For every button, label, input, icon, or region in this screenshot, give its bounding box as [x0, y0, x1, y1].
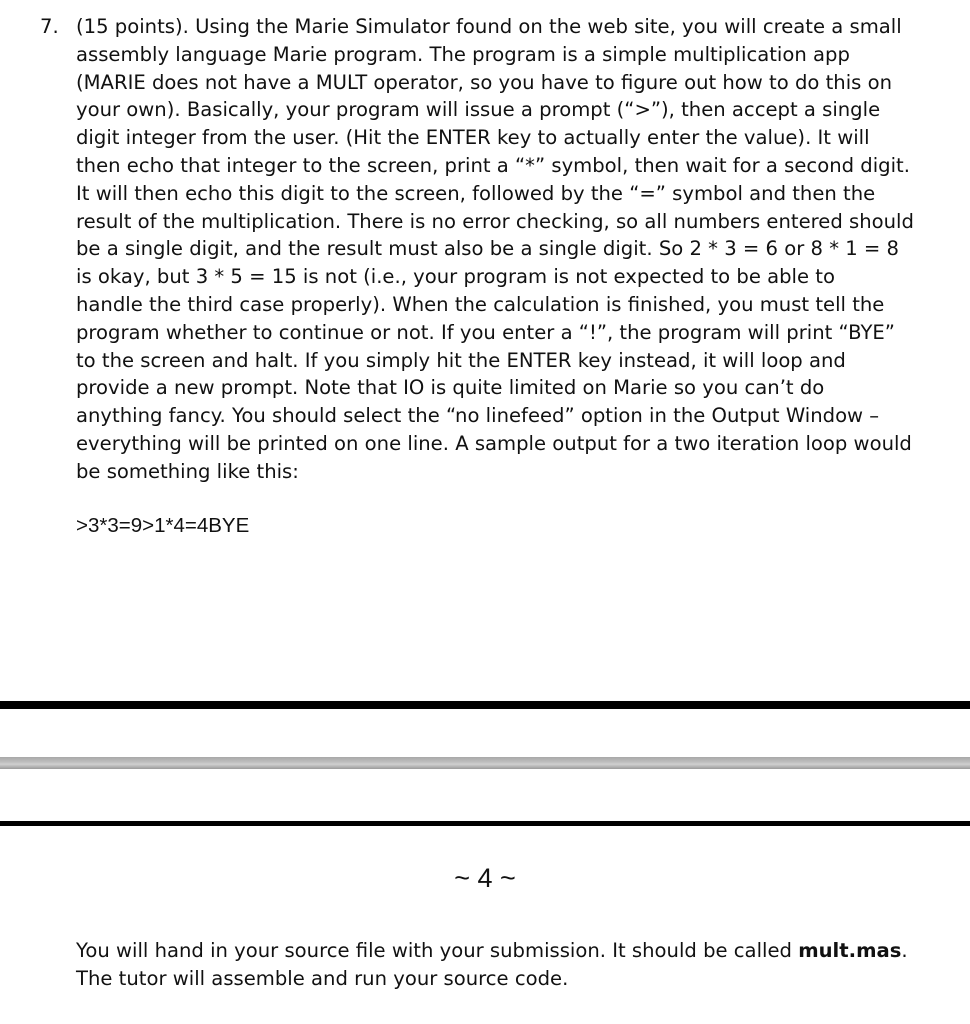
- submission-line-1: [76, 937, 956, 965]
- question-number: 7.: [40, 15, 59, 38]
- question-line: (15 points). Using the Marie Simulator found on the web site, you will create a small: [76, 15, 902, 38]
- submission-period: .: [901, 939, 908, 962]
- question-line: program whether to continue or not. If you enter a “!”, the program will print “BYE”: [76, 320, 895, 344]
- divider-thick: [0, 701, 970, 709]
- question-line: anything fancy. You should select the “no linefeed” option in the Output Window –: [76, 404, 880, 428]
- question-line: then echo that integer to the screen, print a “*” symbol, then wait for a second digit.: [76, 153, 910, 177]
- question-line: (MARIE does not have a MULT operator, so you have to figure out how to do this on: [76, 70, 892, 94]
- question-line: provide a new prompt. Note that IO is quite limited on Marie so you can’t do: [76, 376, 825, 400]
- sample-output: >3*3=9>1*4=4BYE: [76, 514, 250, 537]
- question-line: result of the multiplication. There is no error checking, so all numbers entered should: [76, 209, 914, 233]
- question-line: digit integer from the user. (Hit the ENTER key to actually enter the value). It will: [76, 126, 870, 150]
- question-line: be something like this:: [76, 459, 299, 483]
- question-text: [76, 13, 970, 486]
- question-line: handle the third case properly). When the calculation is finished, you must tell the: [76, 292, 885, 316]
- question-line: It will then echo this digit to the screen, followed by the “=” symbol and then the: [76, 181, 876, 205]
- question-line: is okay, but 3 * 5 = 15 is not (i.e., your program is not expected to be able to: [76, 265, 835, 289]
- question-line: assembly language Marie program. The program is a simple multiplication app: [76, 42, 850, 66]
- question-line: be a single digit, and the result must also be a single digit. So 2 * 3 = 6 or 8 * 1 = 8: [76, 237, 900, 261]
- page-number: ~ 4 ~: [454, 863, 516, 893]
- submission-note: [76, 937, 956, 993]
- question-line: your own). Basically, your program will issue a prompt (“>”), then accept a single: [76, 98, 881, 122]
- question-line: to the screen and halt. If you simply hit the ENTER key instead, it will loop and: [76, 348, 846, 372]
- submission-line-2: The tutor will assemble and run your source code.: [76, 967, 569, 990]
- question-line: everything will be printed on one line. A sample output for a two iteration loop would: [76, 431, 912, 455]
- divider-thin: [0, 821, 970, 826]
- submission-text: You will hand in your source file with your submission. It should be called: [76, 939, 799, 962]
- divider-gray: [0, 757, 970, 769]
- source-filename: mult.mas: [798, 939, 902, 962]
